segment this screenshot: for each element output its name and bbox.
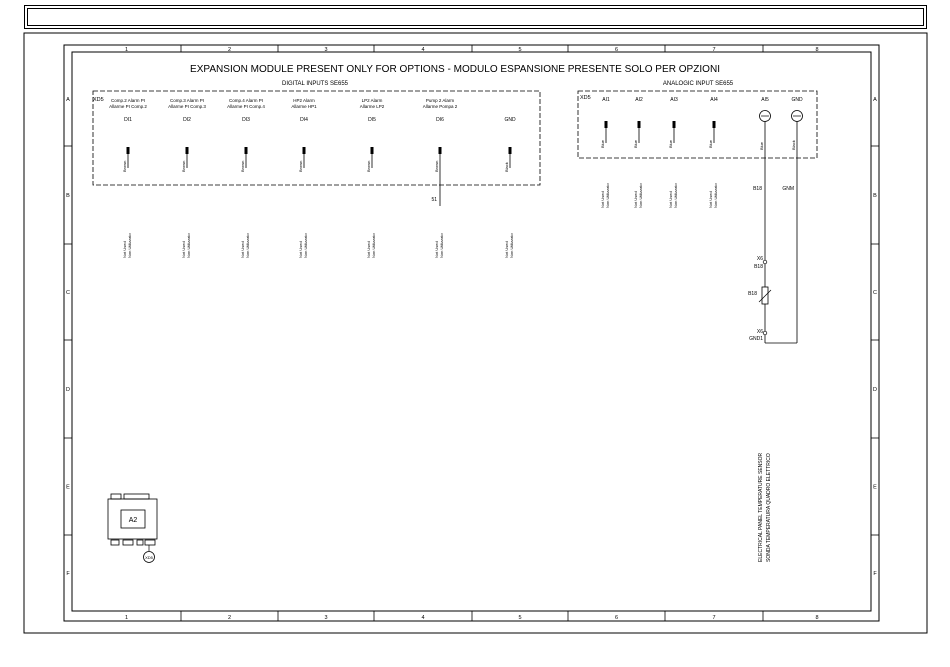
digital-header: DIGITAL INPUTS SE655 [281,81,349,87]
digital-input-desc-it: Allarme LP2 [359,104,385,109]
digital-input-status-it: Non Utilizzato [186,233,191,258]
sensor-note-it: SONDA TEMPERATURA QUADRO ELETTRICO [766,453,772,562]
digital-input-wire-color: Brown [298,160,303,172]
analog-input-wire-color: Blue [668,139,673,148]
column-label-top: 1 [124,47,129,53]
module-terminal-4 [145,540,155,545]
digital-connector-label: XD5 [93,97,104,103]
column-label-bottom: 8 [815,615,819,621]
main-title: EXPANSION MODULE PRESENT ONLY FOR OPTIONS - MODULO ESPANSIONE PRESENTE SOLO PER OPZIONI [190,64,720,75]
analog-input-wire-color: Blue [600,139,605,148]
column-label-top: 5 [518,47,522,53]
row-label-left: D [66,387,70,393]
analog-input-pin [638,121,641,128]
column-label-top: 2 [227,47,232,53]
digital-input-desc-it: Allarme PI Comp.3 [168,104,206,109]
digital-input-wire-color: Black [504,162,509,172]
digital-input-status-it: Non Utilizzato [127,233,132,258]
digital-input-name: DI5 [368,117,376,123]
analog-input-pin [673,121,676,128]
module-tab-top [111,494,121,499]
analog-input-status: Not Used [708,191,713,208]
digital-input-wire-color: Brown [434,160,439,172]
module-terminal-2 [123,540,133,545]
analog-input-wire-color: Blue [759,141,764,150]
digital-input-desc: Comp.4 Alarm PI [228,98,264,103]
column-label-bottom: 1 [124,615,129,621]
digital-input-status-it: Non Utilizzato [245,233,250,258]
row-label-right: F [873,571,877,577]
digital-input-desc-it: Allarme PI Comp.2 [109,104,147,109]
digital-input-name: GND [504,117,516,123]
x6-top-terminal [763,260,767,264]
x6-bottom-label: X6 [756,329,763,335]
analog-input [633,97,643,208]
digital-inputs [109,98,516,258]
digital-input-status-it: Non Utilizzato [509,233,514,258]
x6-top-pin-label: B18 [754,264,763,270]
analog-input-status-it: Non Utilizzato [638,183,643,208]
digital-input-pin [303,147,306,154]
analog-input-wire-color: Blue [633,139,638,148]
row-label-left: B [66,193,70,199]
wire-b18-label: B18 [753,186,762,192]
page-border [24,33,927,633]
analog-input [600,97,610,208]
column-label-bottom: 4 [421,615,425,621]
module-label: A2 [128,517,138,524]
digital-input-pin [509,147,512,154]
digital-input-status: Not Used [366,241,371,258]
analog-input-name: AI3 [670,97,678,103]
analog-input-status-it: Non Utilizzato [713,183,718,208]
digital-input-status: Not Used [504,241,509,258]
analog-input-status-it: Non Utilizzato [605,183,610,208]
x6-bottom-pin-label: GND1 [749,336,763,342]
analog-input-name: AI2 [635,97,643,103]
analog-input-status-it: Non Utilizzato [673,183,678,208]
temperature-sensor-circuit [748,131,797,343]
digital-input-name: DI6 [436,117,444,123]
analog-input-status: Not Used [600,191,605,208]
di6-wire-label: 51 [431,197,437,203]
digital-input-status: Not Used [240,241,245,258]
digital-input [291,98,317,258]
wire-gnm-label: GNM [782,186,794,192]
digital-input-pin [371,147,374,154]
digital-input-status-it: Non Utilizzato [439,233,444,258]
sensor-note-en: ELECTRICAL PANEL TEMPERATURE SENSOR [758,452,764,562]
analog-input-status: Not Used [633,191,638,208]
column-label-top: 4 [421,47,425,53]
column-label-bottom: 7 [712,615,716,621]
module-a2 [108,494,157,563]
digital-input-wire-color: Brown [240,160,245,172]
analog-inputs-box [578,91,817,158]
analog-input-wire-color: Blue [708,139,713,148]
analog-input-wire-color: Black [791,140,796,150]
module-terminal-3 [137,540,143,545]
module-terminal-1 [111,540,119,545]
analog-input-status: Not Used [668,191,673,208]
analog-input [708,97,718,208]
digital-input-desc-it: Allarme HP1 [291,104,317,109]
module-tab-top-right [124,494,149,499]
x6-bottom-terminal [763,331,767,335]
digital-input [504,117,516,258]
digital-input [227,98,265,258]
digital-input-pin [186,147,189,154]
row-label-left: F [66,571,70,577]
digital-input-desc-it: Allarme PI Comp.4 [227,104,265,109]
column-label-top: 8 [815,47,819,53]
module-connector-tag-label: XD5 [145,555,153,560]
analog-input-name: AI4 [710,97,718,103]
digital-input [168,98,206,258]
digital-input-desc: Pump 2 Alarm [425,98,455,103]
column-label-bottom: 6 [614,615,619,621]
digital-input-name: DI2 [183,117,191,123]
analog-input-pin [605,121,608,128]
digital-input-name: DI4 [300,117,308,123]
analog-inputs [600,97,803,208]
digital-input-wire-color: Brown [366,160,371,172]
digital-input-desc-it: Allarme Pompa 2 [422,104,458,109]
digital-input-status: Not Used [434,241,439,258]
analog-input-name: AI5 [761,97,769,103]
digital-input-wire-color: Brown [181,160,186,172]
digital-input-status-it: Non Utilizzato [371,233,376,258]
row-label-left: A [66,97,70,103]
row-label-right: D [873,387,877,393]
digital-input-status: Not Used [181,241,186,258]
digital-input [109,98,147,258]
column-label-top: 3 [324,47,328,53]
digital-input-status: Not Used [298,241,303,258]
analog-input-pin [713,121,716,128]
row-label-right: C [873,290,877,296]
column-label-top: 7 [712,47,716,53]
frame-inner [72,52,871,611]
digital-input-desc: Comp.3 Alarm PI [169,98,205,103]
sensor-label: B18 [748,291,757,297]
analog-input-name: GND [791,97,803,103]
analog-header: ANALOGIC INPUT SE655 [662,81,734,87]
x6-top-label: X6 [756,256,763,262]
digital-input-wire-color: Brown [122,160,127,172]
digital-input-pin [439,147,442,154]
analog-input [668,97,678,208]
row-label-right: E [873,484,877,491]
analog-connector-label: XD5 [580,95,591,101]
digital-input-name: DI3 [242,117,250,123]
column-label-bottom: 5 [518,615,522,621]
column-label-bottom: 2 [227,615,232,621]
sensor-resistor [762,287,768,304]
analog-input-name: AI1 [602,97,610,103]
digital-input-pin [245,147,248,154]
digital-input [360,98,385,258]
row-label-left: E [66,484,70,491]
row-label-right: A [873,97,877,103]
digital-input-desc: HP2 Alarm [293,98,315,103]
digital-input-pin [127,147,130,154]
column-label-top: 6 [614,47,619,53]
digital-input-status: Not Used [122,241,127,258]
digital-input-desc: Comp.2 Alarm PI [110,98,146,103]
row-label-right: B [873,193,877,199]
column-label-bottom: 3 [324,615,328,621]
row-label-left: C [66,290,70,296]
digital-input-name: DI1 [124,117,132,123]
digital-input-desc: LP2 Alarm [361,98,383,103]
digital-input-status-it: Non Utilizzato [303,233,308,258]
